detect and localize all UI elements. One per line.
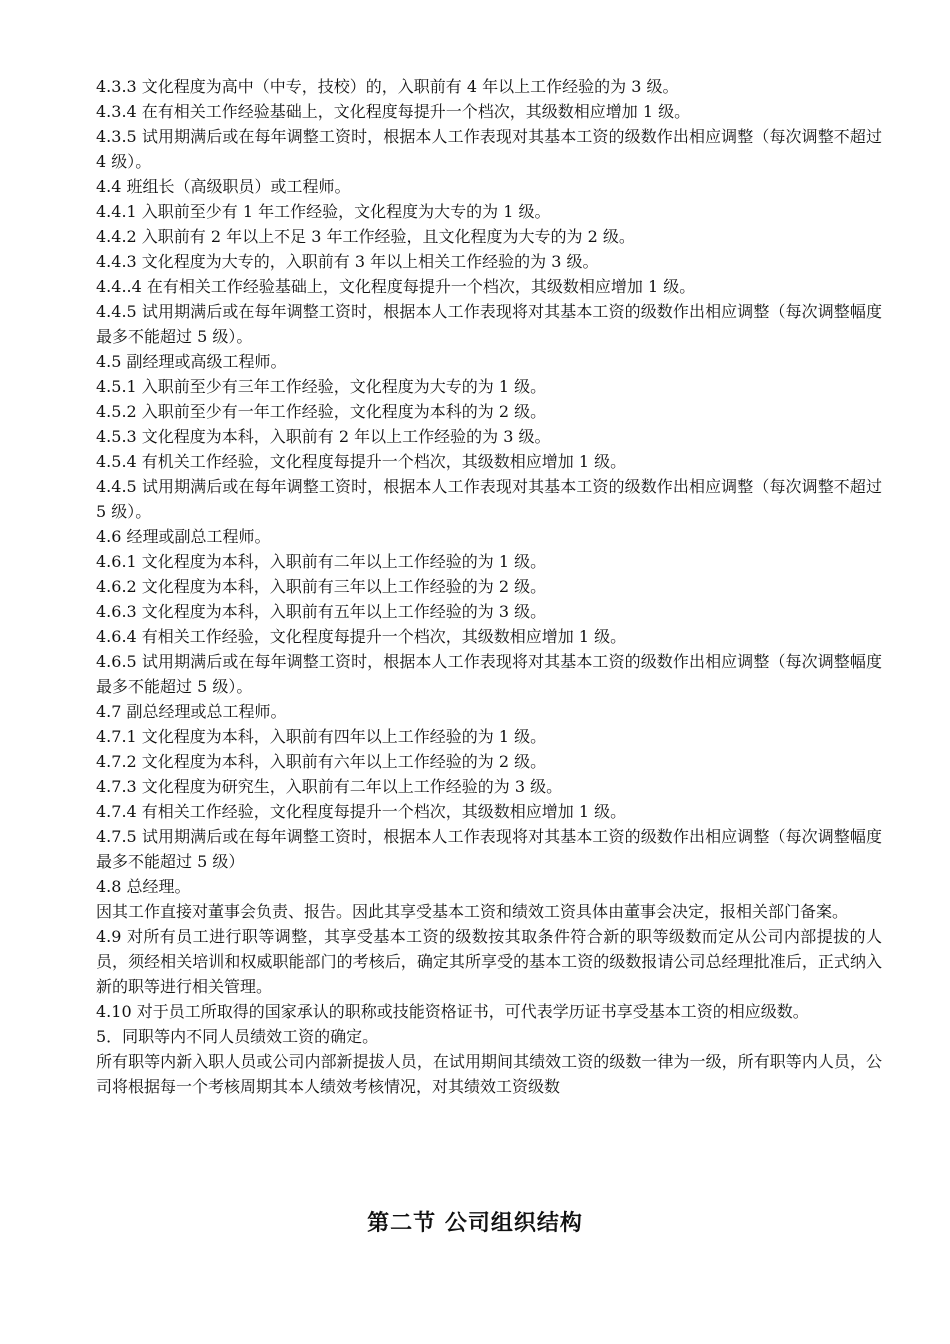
paragraph: 4.5.2 入职前至少有一年工作经验，文化程度为本科的为 2 级。 bbox=[96, 402, 547, 421]
paragraph: 4.3.3 文化程度为高中（中专，技校）的，入职前有 4 年以上工作经验的为 3 级。 bbox=[96, 77, 679, 96]
paragraph: 4.7.2 文化程度为本科，入职前有六年以上工作经验的为 2 级。 bbox=[96, 752, 547, 771]
paragraph: 4.5.4 有机关工作经验，文化程度每提升一个档次，其级数相应增加 1 级。 bbox=[96, 452, 627, 471]
paragraph: 4.6.2 文化程度为本科，入职前有三年以上工作经验的为 2 级。 bbox=[96, 577, 547, 596]
document-body bbox=[96, 74, 882, 1099]
paragraph: 4.7.1 文化程度为本科，入职前有四年以上工作经验的为 1 级。 bbox=[96, 727, 547, 746]
paragraph: 4.10 对于员工所取得的国家承认的职称或技能资格证书，可代表学历证书享受基本工资的相应级数。 bbox=[96, 1002, 809, 1021]
paragraph: 4.7.3 文化程度为研究生，入职前有二年以上工作经验的为 3 级。 bbox=[96, 777, 563, 796]
paragraph: 4.4.5 试用期满后或在每年调整工资时，根据本人工作表现将对其基本工资的级数作出相应调整（每次调整幅度最多不能超过 5 级）。 bbox=[96, 302, 882, 346]
paragraph: 4.4.3 文化程度为大专的，入职前有 3 年以上相关工作经验的为 3 级。 bbox=[96, 252, 599, 271]
paragraph: 4.6.5 试用期满后或在每年调整工资时，根据本人工作表现将对其基本工资的级数作出相应调整（每次调整幅度最多不能超过 5 级）。 bbox=[96, 652, 882, 696]
paragraph: 4.6.1 文化程度为本科，入职前有二年以上工作经验的为 1 级。 bbox=[96, 552, 547, 571]
paragraph: 5．同职等内不同人员绩效工资的确定。 bbox=[96, 1027, 379, 1046]
paragraph: 4.5 副经理或高级工程师。 bbox=[96, 352, 287, 371]
paragraph: 4.5.1 入职前至少有三年工作经验，文化程度为大专的为 1 级。 bbox=[96, 377, 547, 396]
paragraph: 4.4.2 入职前有 2 年以上不足 3 年工作经验，且文化程度为大专的为 2 级。 bbox=[96, 227, 635, 246]
paragraph: 4.8 总经理。 bbox=[96, 877, 191, 896]
paragraph: 4.3.4 在有相关工作经验基础上，文化程度每提升一个档次，其级数相应增加 1 级。 bbox=[96, 102, 691, 121]
paragraph: 4.3.5 试用期满后或在每年调整工资时，根据本人工作表现对其基本工资的级数作出相应调整（每次调整不超过 4 级）。 bbox=[96, 127, 882, 171]
paragraph: 4.6.4 有相关工作经验，文化程度每提升一个档次，其级数相应增加 1 级。 bbox=[96, 627, 627, 646]
paragraph: 4.4..4 在有相关工作经验基础上，文化程度每提升一个档次，其级数相应增加 1 级。 bbox=[96, 277, 696, 296]
paragraph: 4.7 副总经理或总工程师。 bbox=[96, 702, 287, 721]
paragraph: 4.4.1 入职前至少有 1 年工作经验，文化程度为大专的为 1 级。 bbox=[96, 202, 551, 221]
paragraph: 4.9 对所有员工进行职等调整，其享受基本工资的级数按其取条件符合新的职等级数而定从公司内部提拔的人员，须经相关培训和权威职能部门的考核后，确定其所享受的基本工资的级数报请公司总经理批准后，正式纳入新的职等进行相关管理。 bbox=[96, 927, 882, 996]
paragraph: 4.5.3 文化程度为本科，入职前有 2 年以上工作经验的为 3 级。 bbox=[96, 427, 551, 446]
paragraph: 4.6 经理或副总工程师。 bbox=[96, 527, 271, 546]
paragraph: 4.7.4 有相关工作经验，文化程度每提升一个档次，其级数相应增加 1 级。 bbox=[96, 802, 627, 821]
paragraph: 所有职等内新入职人员或公司内部新提拔人员，在试用期间其绩效工资的级数一律为一级，所有职等内人员，公司将根据每一个考核周期其本人绩效考核情况，对其绩效工资级数 bbox=[96, 1052, 882, 1096]
paragraph: 4.4 班组长（高级职员）或工程师。 bbox=[96, 177, 351, 196]
paragraph: 4.7.5 试用期满后或在每年调整工资时，根据本人工作表现将对其基本工资的级数作出相应调整（每次调整幅度最多不能超过 5 级） bbox=[96, 827, 882, 871]
section-heading: 第二节 公司组织结构 bbox=[367, 1211, 583, 1236]
paragraph: 4.4.5 试用期满后或在每年调整工资时，根据本人工作表现对其基本工资的级数作出相应调整（每次调整不超过 5 级）。 bbox=[96, 477, 882, 521]
paragraph: 4.6.3 文化程度为本科，入职前有五年以上工作经验的为 3 级。 bbox=[96, 602, 547, 621]
paragraph: 因其工作直接对董事会负责、报告。因此其享受基本工资和绩效工资具体由董事会决定，报相关部门备案。 bbox=[96, 902, 849, 921]
